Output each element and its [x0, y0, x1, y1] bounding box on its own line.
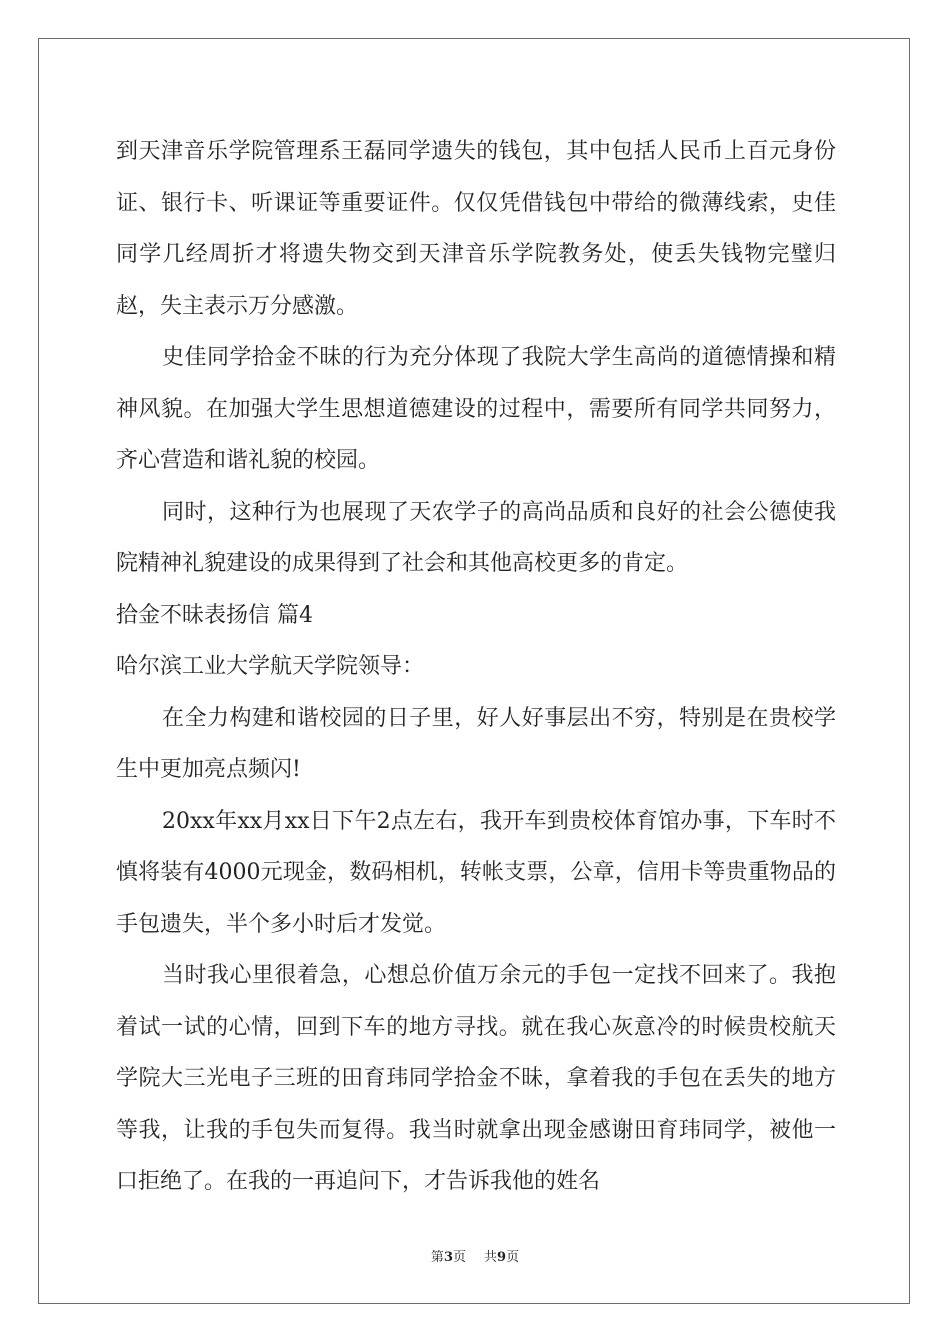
document-body [116, 126, 836, 1208]
total-prefix: 共 [484, 1250, 498, 1265]
section-heading: 拾金不昧表扬信 篇4 [116, 602, 313, 628]
page-current: 3 [443, 1250, 453, 1265]
paragraph-4: 在全力构建和谐校园的日子里，好人好事层出不穷，特别是在贵校学生中更加亮点频闪! [116, 705, 836, 782]
page-total: 9 [497, 1250, 507, 1265]
salutation: 哈尔滨工业大学航天学院领导： [116, 654, 425, 679]
page-suffix: 页 [452, 1250, 466, 1265]
page-footer [0, 1246, 950, 1265]
paragraph-6: 当时我心里很着急，心想总价值万余元的手包一定找不回来了。我抱着试一试的心情，回到下车的地方寻找。就在我心灰意冷的时候贵校航天学院大三光电子三班的田育玮同学拾金不昧，拿着我的手包在丢失的地方等我，让我的手包失而复得。我当时就拿出现金感谢田育玮同学，被他一口拒绝了。在我的一再追问下，才告诉我他的姓名 [116, 963, 836, 1194]
paragraph-3: 同时，这种行为也展现了天农学子的高尚品质和良好的社会公德使我院精神礼貌建设的成果得到了社会和其他高校更多的肯定。 [116, 499, 836, 576]
paragraph-5: 20xx年xx月xx日下午2点左右，我开车到贵校体育馆办事，下车时不慎将装有4000元现金，数码相机，转帐支票，公章，信用卡等贵重物品的手包遗失，半个多小时后才发觉。 [116, 808, 836, 937]
total-suffix: 页 [506, 1250, 520, 1265]
paragraph-2: 史佳同学拾金不昧的行为充分体现了我院大学生高尚的道德情操和精神风貌。在加强大学生思想道德建设的过程中，需要所有同学共同努力，齐心营造和谐礼貌的校园。 [116, 345, 836, 473]
page-prefix: 第 [430, 1250, 444, 1265]
paragraph-1: 到天津音乐学院管理系王磊同学遗失的钱包，其中包括人民币上百元身份证、银行卡、听课证等重要证件。仅仅凭借钱包中带给的微薄线索，史佳同学几经周折才将遗失物交到天津音乐学院教务处，使丢失钱物完璧归赵，失主表示万分感激。 [116, 139, 836, 319]
